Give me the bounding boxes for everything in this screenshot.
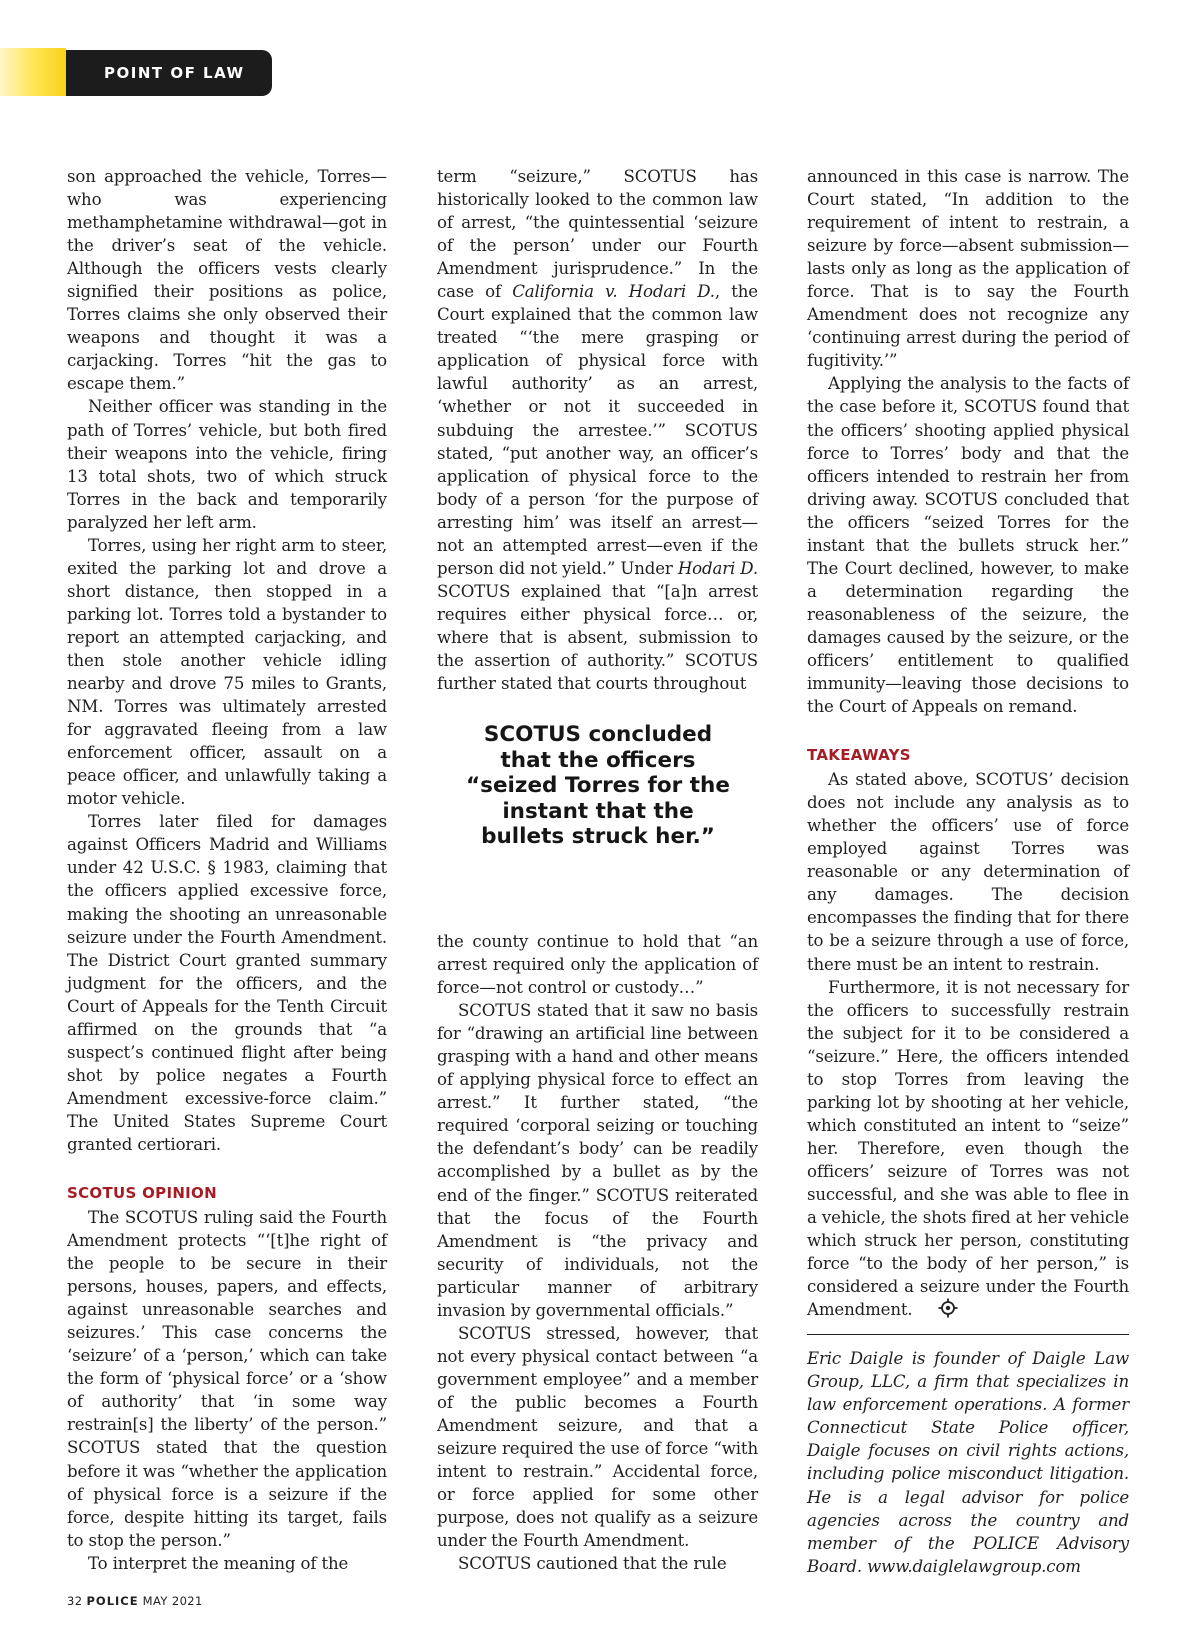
paragraph: As stated above, SCOTUS’ decision does not include any analysis as to whether the officers’ use of force employed against Torres was reasonable or any determination of any damages. The decision encompasses the finding that for there to be a seizure through a use of force, there must be an intent to restrain. (807, 770, 1129, 974)
paragraph (807, 976, 1129, 1325)
paragraph: the county continue to hold that “an arrest required only the application of force—not control or custody…” (437, 932, 758, 998)
yellow-tab-accent (0, 48, 66, 96)
page-number: 32 (67, 1594, 83, 1608)
pull-quote: SCOTUS concluded that the officers “seized Torres for the instant that the bullets struck her.” (466, 722, 730, 849)
column-3 (807, 165, 1129, 1578)
paragraph: SCOTUS cautioned that the rule (458, 1554, 727, 1574)
paragraph: Neither officer was standing in the path of Torres’ vehicle, but both fired their weapons into the vehicle, firing 13 total shots, two of which struck Torres in the back and temporarily paralyzed her left arm. (67, 397, 387, 532)
page-footer (67, 1594, 203, 1608)
column-2-top (437, 165, 758, 695)
paragraph: Torres, using her right arm to steer, exited the parking lot and drove a short distance, then stopped in a parking lot. Torres told a bystander to report an attempted carjacking, and then stole another vehicle idling nearby and drove 75 miles to Grants, NM. Torres was ultimately arrested for aggravated fleeing from a law enforcement officer, assault on a peace officer, and unlawfully taking a motor vehicle. (67, 535, 387, 809)
section-heading-scotus-opinion: SCOTUS OPINION (67, 1184, 217, 1203)
paragraph: announced in this case is narrow. The Court stated, “In addition to the requirement of intent to restrain, a seizure by force—absent submission—lasts only as long as the application of force. That is to say the Fourth Amendment does not recognize any ‘continuing arrest during the period of fugitivity.’” (807, 167, 1129, 371)
paragraph: The SCOTUS ruling said the Fourth Amendment protects “‘[t]he right of the people to be secure in their persons, houses, papers, and effects, against unreasonable searches and seizures.’ This case concerns the ‘seizure’ of a ‘person,’ which can take the form of ‘physical force’ or a ‘show of authority’ that ‘in some way restrain[s] the liberty’ of the person.” SCOTUS stated that the question before it was “whether the application of physical force is a seizure if the force, despite hitting its target, fails to stop the person.” (67, 1208, 387, 1550)
text-run: Furthermore, it is not necessary for the officers to successfully restrain the subject for it to be considered a “seizure.” Here, the officers intended to stop Torres from leaving the parking lot by shooting at her vehicle, which constituted an intent to “seize” her. Therefore, even though the officers’ seizure of Torres was not successful, and she was able to flee in a vehicle, the shots fired at her vehicle which struck her person, constituting force “to the body of her person,” is considered a seizure under the Fourth Amendment. (807, 977, 1129, 1320)
paragraph: SCOTUS stressed, however, that not every physical contact between “a government employee” and a member of the public becomes a Fourth Amendment seizure, and that a seizure required the use of force “with intent to restrain.” Accidental force, or force applied for some other purpose, does not qualify as a seizure under the Fourth Amendment. (437, 1323, 758, 1551)
column-1 (67, 165, 387, 1575)
paragraph: Applying the analysis to the facts of the case before it, SCOTUS found that the officers’ shooting applied physical force to Torres’ body and that the officers intended to restrain her from driving away. SCOTUS concluded that the officers “seized Torres for the instant that the bullets struck her.” The Court declined, however, to make a determination regarding the reasonableness of the seizure, the damages caused by the seizure, or the officers’ entitlement to qualified immunity—leaving those decisions to the Court of Appeals on remand. (807, 374, 1129, 717)
paragraph: SCOTUS stated that it saw no basis for “drawing an artificial line between grasping with a hand and other means of applying physical force to effect an arrest.” It further stated, “the required ‘corporal seizing or touching the defendant’s body’ can be readily accomplished by a bullet as by the end of the finger.” SCOTUS reiterated that the focus of the Fourth Amendment is “the privacy and security of individuals, not the particular manner of arbitrary invasion by governmental officials.” (437, 1001, 758, 1320)
case-name: California v. Hodari D. (512, 282, 715, 302)
divider (807, 1334, 1129, 1335)
paragraph: son approached the vehicle, Torres—who was experiencing methamphetamine withdrawal—got in the driver’s seat of the vehicle. Although the officers vests clearly signified their positions as police, Torres claims she only observed their weapons and thought it was a carjacking. Torres “hit the gas to escape them.” (67, 167, 387, 394)
section-heading-takeaways: TAKEAWAYS (807, 746, 911, 765)
column-2-bottom (437, 930, 758, 1575)
paragraph: To interpret the meaning of the (88, 1553, 349, 1573)
issue-date: MAY 2021 (142, 1594, 203, 1608)
publication-name: POLICE (86, 1594, 139, 1608)
paragraph: Torres later filed for damages against Officers Madrid and Williams under 42 U.S.C. § 1983, claiming that the officers applied excessive force, making the shooting an unreasonable seizure under the Fourth Amendment. The District Court granted summary judgment for the officers, and the Court of Appeals for the Tenth Circuit affirmed on the grounds that “a suspect’s continued flight after being shot by police negates a Fourth Amendment excessive-force claim.” The United States Supreme Court granted certiorari. (67, 812, 387, 1154)
paragraph (437, 165, 758, 695)
author-bio: Eric Daigle is founder of Daigle Law Group, LLC, a firm that specializes in law enforcement operations. A former Connecticut State Police officer, Daigle focuses on civil rights actions, including police misconduct litigation. He is a legal advisor for police agencies across the country and member of the POLICE Advisory Board. www.daiglelawgroup.com (807, 1349, 1129, 1576)
text-run: SCOTUS explained that “[a]n arrest requires either physical force… or, where that is absent, submission to the assertion of authority.” SCOTUS further stated that courts throughout (437, 581, 758, 694)
crosshair-target-icon (917, 1298, 958, 1324)
case-name: Hodari D. (677, 558, 758, 578)
section-label: POINT OF LAW (66, 50, 272, 96)
text-run: , the Court explained that the common law treated “‘the mere grasping or application of physical force with lawful authority’ as an arrest, ‘whether or not it succeeded in subduing the arrestee.’” SCOTUS stated, “put another way, an officer’s application of physical force to the body of a person ‘for the purpose of arresting him’ was itself an arrest—not an attempted arrest—even if the person did not yield.” Under (437, 282, 758, 578)
text-run: term “seizure,” SCOTUS has historically looked to the common law of arrest, “the quintessential ‘seizure of the person’ under our Fourth Amendment jurisprudence.” In the case of (437, 167, 758, 302)
